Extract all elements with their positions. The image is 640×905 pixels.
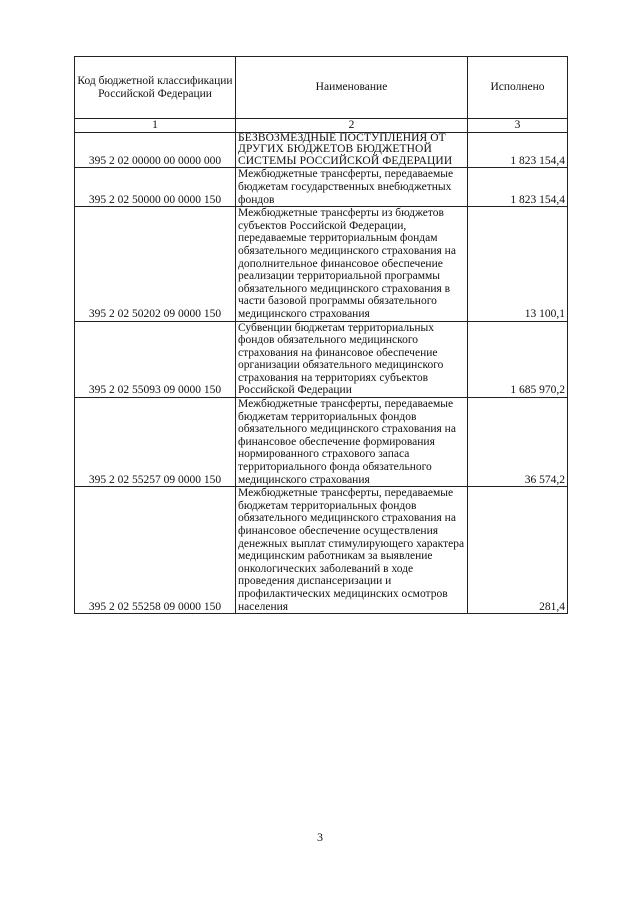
budget-code: 395 2 02 50202 09 0000 150 xyxy=(75,207,236,321)
header-row xyxy=(75,57,568,119)
column-number: 3 xyxy=(468,119,568,133)
item-name: Межбюджетные трансферты, передаваемые бюджетам государственных внебюджетных фондов xyxy=(236,168,468,207)
column-number: 2 xyxy=(236,119,468,133)
executed-amount: 1 823 154,4 xyxy=(468,168,568,207)
page-number: 3 xyxy=(317,830,323,844)
table-row xyxy=(75,321,568,398)
budget-execution-table xyxy=(74,56,568,614)
item-name: БЕЗВОЗМЕЗДНЫЕ ПОСТУПЛЕНИЯ ОТ ДРУГИХ БЮДЖЕТОВ БЮДЖЕТНОЙ СИСТЕМЫ РОССИЙСКОЙ ФЕДЕРАЦИИ xyxy=(236,132,468,168)
header-code: Код бюджетной классификации Российской Федерации xyxy=(75,57,236,119)
header-name: Наименование xyxy=(236,57,468,119)
header-executed: Исполнено xyxy=(468,57,568,119)
executed-amount: 281,4 xyxy=(468,487,568,614)
executed-amount: 36 574,2 xyxy=(468,398,568,487)
table-row xyxy=(75,398,568,487)
budget-code: 395 2 02 50000 00 0000 150 xyxy=(75,168,236,207)
column-number: 1 xyxy=(75,119,236,133)
item-name: Межбюджетные трансферты, передаваемые бюджетам территориальных фондов обязательного медицинского страхования на финансовое обеспечение осуществления денежных выплат стимулирующего характера медицинским работникам за выявление онкологических заболеваний в ходе проведения диспансеризации и профилактических медицинских осмотров населения xyxy=(236,487,468,614)
budget-code: 395 2 02 00000 00 0000 000 xyxy=(75,132,236,168)
column-number-row xyxy=(75,119,568,133)
item-name: Субвенции бюджетам территориальных фондов обязательного медицинского страхования на финансовое обеспечение организации обязательного медицинского страхования на территориях субъектов Российской Федерации xyxy=(236,321,468,398)
budget-code: 395 2 02 55257 09 0000 150 xyxy=(75,398,236,487)
table-row xyxy=(75,207,568,321)
table-row xyxy=(75,487,568,614)
table-row xyxy=(75,168,568,207)
item-name: Межбюджетные трансферты, передаваемые бюджетам территориальных фондов обязательного медицинского страхования на финансовое обеспечение формирования нормированного страхового запаса территориального фонда обязательного медицинского страхования xyxy=(236,398,468,487)
budget-code: 395 2 02 55093 09 0000 150 xyxy=(75,321,236,398)
budget-code: 395 2 02 55258 09 0000 150 xyxy=(75,487,236,614)
item-name: Межбюджетные трансферты из бюджетов субъектов Российской Федерации, передаваемые территориальным фондам обязательного медицинского страхования на дополнительное финансовое обеспечение реализации территориальной программы обязательного медицинского страхования в части базовой программы обязательного медицинского страхования xyxy=(236,207,468,321)
executed-amount: 1 685 970,2 xyxy=(468,321,568,398)
table-row xyxy=(75,132,568,168)
executed-amount: 13 100,1 xyxy=(468,207,568,321)
executed-amount: 1 823 154,4 xyxy=(468,132,568,168)
